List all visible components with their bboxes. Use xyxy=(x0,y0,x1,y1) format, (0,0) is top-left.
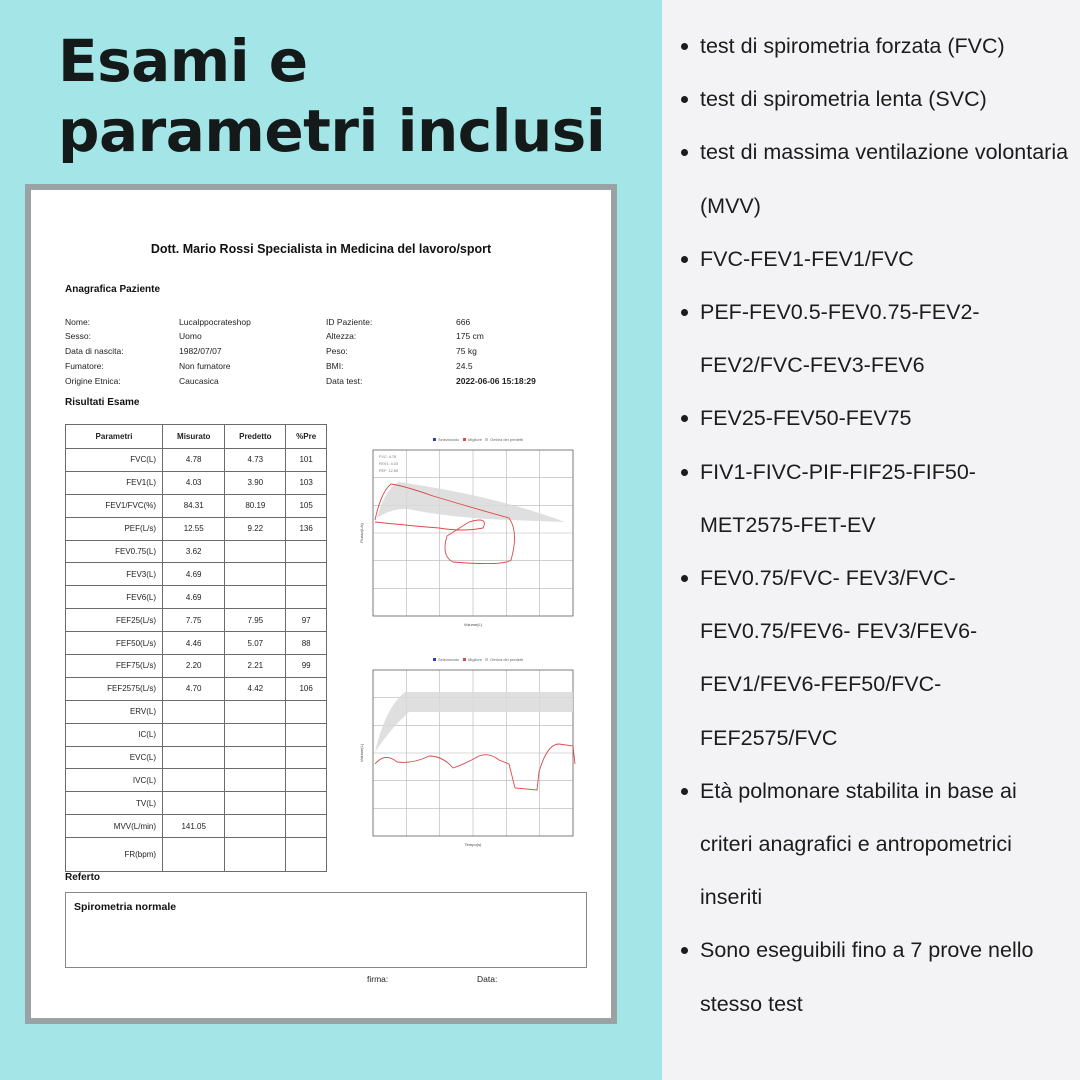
percent-cell: 99 xyxy=(286,655,327,678)
predicted-cell: 80.19 xyxy=(225,494,286,517)
page-headline: Esami e parametri inclusi xyxy=(58,27,606,165)
legend-swatch xyxy=(485,658,488,661)
results-row xyxy=(66,540,327,563)
data-label: Data: xyxy=(477,974,498,984)
legend-swatch xyxy=(463,438,466,441)
measured-cell xyxy=(163,792,225,815)
anagrafica-value: 1982/07/07 xyxy=(179,346,222,356)
param-name-cell: MVV(L/min) xyxy=(66,815,163,838)
feature-item: FEV25-FEV50-FEV75 xyxy=(680,392,1072,445)
results-row xyxy=(66,494,327,517)
percent-cell: 101 xyxy=(286,449,327,472)
results-row xyxy=(66,815,327,838)
measured-cell: 3.62 xyxy=(163,540,225,563)
spirometry-report xyxy=(31,190,611,1018)
predicted-cell xyxy=(225,540,286,563)
legend-label: Ombra dei predetti xyxy=(490,437,524,442)
referto-box xyxy=(65,892,587,968)
feature-item: Sono eseguibili fino a 7 prove nello stesso test xyxy=(680,924,1072,1030)
anagrafica-label: Data di nascita: xyxy=(65,346,124,356)
anagrafica-label: Peso: xyxy=(326,346,348,356)
results-row xyxy=(66,609,327,632)
percent-cell xyxy=(286,723,327,746)
percent-cell: 88 xyxy=(286,632,327,655)
results-row xyxy=(66,746,327,769)
predicted-cell xyxy=(225,700,286,723)
results-row xyxy=(66,586,327,609)
percent-cell xyxy=(286,563,327,586)
feature-item: test di massima ventilazione volontaria (MVV) xyxy=(680,126,1072,232)
param-name-cell: FR(bpm) xyxy=(66,838,163,872)
anagrafica-value: 175 cm xyxy=(456,331,484,341)
measured-cell: 4.03 xyxy=(163,471,225,494)
legend-label: Selezionato xyxy=(438,437,459,442)
results-row xyxy=(66,700,327,723)
measured-cell: 4.69 xyxy=(163,586,225,609)
measured-cell: 141.05 xyxy=(163,815,225,838)
results-row xyxy=(66,655,327,678)
anagrafica-label: Data test: xyxy=(326,376,363,386)
legend-swatch xyxy=(433,658,436,661)
feature-item: FVC-FEV1-FEV1/FVC xyxy=(680,233,1072,286)
predicted-shade xyxy=(377,482,565,522)
feature-item: PEF-FEV0.5-FEV0.75-FEV2-FEV2/FVC-FEV3-FEV6 xyxy=(680,286,1072,392)
anagrafica-value: Non fumatore xyxy=(179,361,231,371)
percent-cell: 106 xyxy=(286,677,327,700)
features-list xyxy=(680,20,1072,1031)
predicted-cell: 9.22 xyxy=(225,517,286,540)
anagrafica-label: Sesso: xyxy=(65,331,91,341)
y-axis-label: Volume(L) xyxy=(359,743,364,763)
anagrafica-label: Fumatore: xyxy=(65,361,104,371)
results-row xyxy=(66,563,327,586)
measured-cell xyxy=(163,700,225,723)
predicted-cell xyxy=(225,815,286,838)
param-name-cell: FEV3(L) xyxy=(66,563,163,586)
measured-cell: 4.46 xyxy=(163,632,225,655)
percent-cell xyxy=(286,838,327,872)
param-name-cell: FEF2575(L/s) xyxy=(66,677,163,700)
measured-cell xyxy=(163,723,225,746)
inset-value: FVC: 4.78 xyxy=(379,455,397,459)
param-name-cell: FEV6(L) xyxy=(66,586,163,609)
predicted-cell: 4.42 xyxy=(225,677,286,700)
section-referto-title: Referto xyxy=(65,872,101,883)
header-predetto: Predetto xyxy=(225,425,286,449)
results-row xyxy=(66,449,327,472)
inset-value: PEF: 12.55 xyxy=(379,469,398,473)
param-name-cell: PEF(L/s) xyxy=(66,517,163,540)
legend-swatch xyxy=(485,438,488,441)
measured-cell: 4.69 xyxy=(163,563,225,586)
percent-cell xyxy=(286,792,327,815)
anagrafica-label: Nome: xyxy=(65,317,91,327)
volume-time-chart xyxy=(333,652,583,848)
legend-swatch xyxy=(433,438,436,441)
param-name-cell: FEV1(L) xyxy=(66,471,163,494)
measured-cell xyxy=(163,838,225,872)
x-axis-label: Volume(L) xyxy=(463,622,483,627)
predicted-cell xyxy=(225,746,286,769)
legend-label: Migliore xyxy=(468,437,483,442)
y-axis-label: Flusso(L/s) xyxy=(359,523,364,543)
anagrafica-value: Caucasica xyxy=(179,376,219,386)
results-table xyxy=(65,424,327,872)
predicted-shade xyxy=(375,692,573,752)
header-parametri: Parametri xyxy=(66,425,163,449)
legend-swatch xyxy=(463,658,466,661)
param-name-cell: FEF75(L/s) xyxy=(66,655,163,678)
predicted-cell xyxy=(225,723,286,746)
percent-cell xyxy=(286,540,327,563)
legend-label: Ombra dei predetti xyxy=(490,657,524,662)
param-name-cell: IVC(L) xyxy=(66,769,163,792)
anagrafica-value: Lucalppocrateshop xyxy=(179,317,251,327)
results-header-row xyxy=(66,425,327,449)
results-row xyxy=(66,517,327,540)
measured-curve xyxy=(375,744,575,790)
predicted-cell xyxy=(225,586,286,609)
anagrafica-value: 75 kg xyxy=(456,346,477,356)
report-image-frame xyxy=(25,184,617,1024)
header-pre: %Pre xyxy=(286,425,327,449)
measured-cell: 2.20 xyxy=(163,655,225,678)
section-anagrafica-title: Anagrafica Paziente xyxy=(65,284,161,295)
percent-cell: 97 xyxy=(286,609,327,632)
feature-item: test di spirometria forzata (FVC) xyxy=(680,20,1072,73)
results-row xyxy=(66,677,327,700)
predicted-cell: 5.07 xyxy=(225,632,286,655)
x-axis-label: Tempo(s) xyxy=(464,842,482,847)
param-name-cell: FVC(L) xyxy=(66,449,163,472)
flow-volume-chart xyxy=(333,432,583,628)
predicted-cell: 3.90 xyxy=(225,471,286,494)
results-row xyxy=(66,723,327,746)
feature-item: test di spirometria lenta (SVC) xyxy=(680,73,1072,126)
param-name-cell: FEF50(L/s) xyxy=(66,632,163,655)
param-name-cell: EVC(L) xyxy=(66,746,163,769)
anagrafica-label: BMI: xyxy=(326,361,344,371)
percent-cell xyxy=(286,815,327,838)
results-row xyxy=(66,769,327,792)
param-name-cell: ERV(L) xyxy=(66,700,163,723)
measured-cell: 4.70 xyxy=(163,677,225,700)
predicted-cell: 7.95 xyxy=(225,609,286,632)
param-name-cell: TV(L) xyxy=(66,792,163,815)
anagrafica-label: Origine Etnica: xyxy=(65,376,121,386)
inset-value: FEV1: 4.03 xyxy=(379,462,398,466)
header-misurato: Misurato xyxy=(163,425,225,449)
legend-label: Migliore xyxy=(468,657,483,662)
measured-cell: 84.31 xyxy=(163,494,225,517)
report-doctor-title: Dott. Mario Rossi Specialista in Medicina del lavoro/sport xyxy=(150,242,492,256)
feature-item: FEV0.75/FVC- FEV3/FVC- FEV0.75/FEV6- FEV3/FEV6- FEV1/FEV6-FEF50/FVC- FEF2575/FVC xyxy=(680,552,1072,765)
measured-cell: 12.55 xyxy=(163,517,225,540)
anagrafica-value: 2022-06-06 15:18:29 xyxy=(456,376,536,386)
results-row xyxy=(66,792,327,815)
results-table-body xyxy=(66,449,327,872)
percent-cell xyxy=(286,769,327,792)
percent-cell: 103 xyxy=(286,471,327,494)
anagrafica-value: Uomo xyxy=(179,331,202,341)
percent-cell xyxy=(286,586,327,609)
predicted-cell xyxy=(225,792,286,815)
results-row xyxy=(66,471,327,494)
percent-cell xyxy=(286,746,327,769)
param-name-cell: FEV1/FVC(%) xyxy=(66,494,163,517)
measured-cell xyxy=(163,746,225,769)
percent-cell xyxy=(286,700,327,723)
anagrafica-value: 24.5 xyxy=(456,361,473,371)
param-name-cell: IC(L) xyxy=(66,723,163,746)
measured-cell xyxy=(163,769,225,792)
anagrafica-value: 666 xyxy=(456,317,471,327)
feature-item: Età polmonare stabilita in base ai criteri anagrafici e antropometrici inseriti xyxy=(680,765,1072,925)
results-row xyxy=(66,632,327,655)
param-name-cell: FEV0.75(L) xyxy=(66,540,163,563)
results-row xyxy=(66,838,327,872)
anagrafica-label: Altezza: xyxy=(326,331,357,341)
predicted-cell: 2.21 xyxy=(225,655,286,678)
feature-item: FIV1-FIVC-PIF-FIF25-FIF50-MET2575-FET-EV xyxy=(680,446,1072,552)
param-name-cell: FEF25(L/s) xyxy=(66,609,163,632)
measured-cell: 7.75 xyxy=(163,609,225,632)
percent-cell: 105 xyxy=(286,494,327,517)
referto-text: Spirometria normale xyxy=(74,901,177,913)
measured-cell: 4.78 xyxy=(163,449,225,472)
percent-cell: 136 xyxy=(286,517,327,540)
predicted-cell: 4.73 xyxy=(225,449,286,472)
anagrafica-label: ID Paziente: xyxy=(326,317,373,327)
predicted-cell xyxy=(225,838,286,872)
predicted-cell xyxy=(225,769,286,792)
predicted-cell xyxy=(225,563,286,586)
legend-label: Selezionato xyxy=(438,657,459,662)
firma-label: firma: xyxy=(367,974,389,984)
section-risultati-title: Risultati Esame xyxy=(65,397,140,408)
